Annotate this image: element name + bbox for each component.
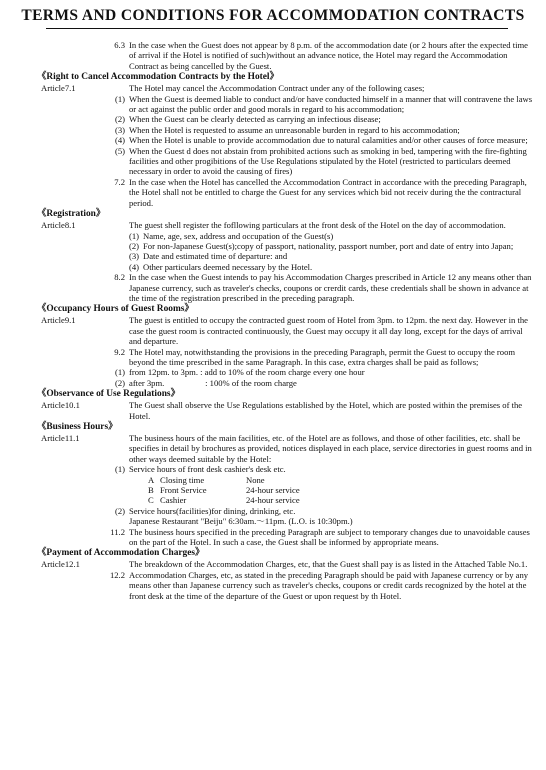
list-item xyxy=(37,464,534,474)
item-text: Name, age, sex, address and occupation of the Guest(s) xyxy=(143,230,334,241)
clause-11-1 xyxy=(37,433,534,464)
list-item xyxy=(37,506,534,516)
clause-9-2 xyxy=(37,347,534,368)
clause-text: The guest is entitled to occupy the contracted guest room of Hotel from 3pm. to 12pm. the next day. However in the case the guest room is contracted continuously, the Guest may occupy it all day long, except for the days of arrival and departure. xyxy=(129,315,528,347)
hours-key: B xyxy=(148,485,154,496)
clause-11-2 xyxy=(37,527,534,548)
clause-8-2 xyxy=(37,272,534,303)
clause-text: The Hotel may cancel the Accommodation Contract under any of the following cases; xyxy=(129,83,425,94)
item-text: Service hours(facilities)for dining, drinking, etc. xyxy=(129,505,296,516)
clause-number: 6.3 xyxy=(114,40,125,50)
list-item xyxy=(37,231,534,241)
clause-text: In the case when the Hotel has cancelled the Accommodation Contract in accordance with the preceding Paragraph, the Hotel shall not be entitled to charge the Guest for any services which bid not receiv during the the contractural period. xyxy=(129,176,527,208)
hours-row xyxy=(37,495,534,505)
hours-value: None xyxy=(246,474,265,485)
clause-9-1 xyxy=(37,315,534,346)
document-body xyxy=(37,40,534,601)
item-text: Date and estimated time of departure: and xyxy=(143,251,288,262)
clause-number: 9.2 xyxy=(114,346,125,357)
item-text: Service hours of front desk cashier's desk etc. xyxy=(129,464,286,475)
heading-occupancy-hours: 《Occupancy Hours of Guest Rooms》 xyxy=(37,304,194,315)
heading-business-hours: 《Business Hours》 xyxy=(37,422,118,432)
article-label: Article8.1 xyxy=(41,220,76,231)
clause-number: 12.2 xyxy=(109,569,125,580)
list-item xyxy=(37,367,534,377)
clause-6-3 xyxy=(37,40,534,71)
item-text: When the Hotel is requested to assume an unreasonable burden in regard to his accommodation; xyxy=(129,124,460,135)
clause-number: 8.2 xyxy=(114,272,125,283)
list-item xyxy=(37,262,534,272)
clause-text: The business hours specified in the preceding Paragraph are subject to temporary changes due to unavoidable causes on the part of the Hotel. In such a case, the Guest shall be informed by appropriate means. xyxy=(129,526,530,548)
item-text: When the Guest d does not abstain from prohibited actions such as smoking in bed, tampering with the fire-fighting facilities and other progibitions of the Use Regulations stipulated by the Hotel (restricted to particulars deemed necessary in order to avoid the causing of fires) xyxy=(129,145,527,177)
list-item xyxy=(37,114,534,124)
hours-row xyxy=(37,475,534,485)
list-item xyxy=(37,94,534,115)
clause-7-2 xyxy=(37,177,534,208)
clause-10-1 xyxy=(37,400,534,421)
clause-text: The Hotel may, notwithstanding the provisions in the preceding Paragraph, permit the Guest to occupy the room beyond the time prescribed in the same Paragraph. In this case, extra charges shall be paid as follows; xyxy=(129,346,516,367)
article-label: Article7.1 xyxy=(41,83,76,94)
clause-12-1 xyxy=(37,559,534,569)
article-label: Article12.1 xyxy=(41,559,80,570)
clause-text: The Guest shall observe the Use Regulations established by the Hotel, which are posted within the premises of the Hotel. xyxy=(129,400,523,421)
item-text: after 3pm. : 100% of the room charge xyxy=(129,377,297,388)
article-label: Article9.1 xyxy=(41,315,76,326)
item-text: Other particulars deemed necessary by the Hotel. xyxy=(143,261,313,272)
clause-text: In the case when the Guest intends to pay his Accommodation Charges prescribed in Article 12 any means other than Japanese currency, such as traveler's checks, coupons or crerdit cards, these credentials shall be shown in advance at the time of the registration prescribed in the preceding paragraph. xyxy=(129,272,532,303)
item-number: (4) xyxy=(114,135,125,146)
clause-7-1 xyxy=(37,83,534,93)
list-item xyxy=(37,378,534,388)
registration-list xyxy=(37,231,534,273)
list-item xyxy=(37,125,534,135)
item-number: (2) xyxy=(128,240,139,251)
front-desk-hours-table xyxy=(37,475,534,506)
hours-value: 24-hour service xyxy=(246,495,300,506)
document-title: TERMS AND CONDITIONS FOR ACCOMMODATION CONTRACTS xyxy=(21,7,525,24)
hours-key: A xyxy=(148,474,155,485)
list-item xyxy=(37,241,534,251)
heading-registration: 《Registration》 xyxy=(37,209,106,220)
hours-label: Front Service xyxy=(160,485,207,496)
clause-number: 11.2 xyxy=(110,526,125,537)
title-underline xyxy=(46,28,508,29)
clause-text: In the case when the Guest does not appear by 8 p.m. of the accommodation date (or 2 hours after the expected time of arrival if the Hotel is notified of such)without an advance notice, the Hotel may regard the Accommodation Contract as being cancelled by the Guest. xyxy=(129,40,528,71)
item-text: from 12pm. to 3pm. : add to 10% of the room charge every one hour xyxy=(129,367,365,378)
restaurant-hours: Japanese Restaurant "Beiju" 6:30am.～11pm. (L.O. is 10:30pm.) xyxy=(129,516,353,527)
heading-payment: 《Payment of Accommodation Charges》 xyxy=(37,548,205,559)
item-number: (1) xyxy=(128,230,139,241)
clause-text: The business hours of the main facilities, etc. of the Hotel are as follows, and those of other facilities, etc. shall be specifies in detail by brochures as provided, notices displayed in each place, service directories in guest rooms and in other ways deemed suitable by the Hotel: xyxy=(129,433,532,464)
item-text: For non-Japanese Guest(s);copy of passport, nationality, passport number, port and date of entry into Japan; xyxy=(143,240,514,251)
clause-8-1 xyxy=(37,220,534,230)
item-text: When the Hotel is unable to provide accommodation due to natural calamities and/or other causes of force measure; xyxy=(129,135,528,146)
heading-right-to-cancel: 《Right to Cancel Accommodation Contracts by the Hotel》 xyxy=(37,72,279,83)
item-text: When the Guest can be clearly detected as carrying an infectious disease; xyxy=(129,114,381,125)
article-label: Article10.1 xyxy=(41,400,80,411)
item-number: (3) xyxy=(128,251,139,262)
hours-row xyxy=(37,485,534,495)
clause-12-2 xyxy=(37,570,534,601)
hours-value: 24-hour service xyxy=(246,485,300,496)
heading-use-regulations: 《Observance of Use Regulations》 xyxy=(37,389,180,400)
hours-label: Cashier xyxy=(160,495,187,506)
item-number: (4) xyxy=(128,261,139,272)
article-label: Article11.1 xyxy=(41,433,80,443)
cancel-cases-list xyxy=(37,94,534,177)
clause-number: 7.2 xyxy=(114,176,125,187)
list-item xyxy=(37,251,534,261)
item-number: (3) xyxy=(114,124,125,135)
list-item xyxy=(37,146,534,177)
item-number: (1) xyxy=(114,93,125,104)
clause-text: The breakdown of the Accommodation Charges, etc, that the Guest shall pay is as listed in the Attached Table No.1. xyxy=(129,559,528,570)
item-number: (5) xyxy=(114,145,125,156)
clause-text: Accommodation Charges, etc, as stated in the preceding Paragraph should be paid with Japanese currency or by any means other than Japanese currency such as traveler's checks, coupons or credit cards recognized by the hotel at the front desk at the time of the departure of the Guest or upon request by th Hotel. xyxy=(129,569,529,601)
item-text: When the Guest is deemed liable to conduct and/or have conducted himself in a manner that will contravene the laws or act against the public order and good morals in regard to his accommodation; xyxy=(129,93,533,115)
item-number: (2) xyxy=(114,505,125,516)
item-number: (2) xyxy=(114,377,125,388)
extra-charges-list xyxy=(37,367,534,388)
clause-text: The guest shell register the fofllowing particulars at the front desk of the Hotel on the day of accommodation. xyxy=(129,220,506,231)
list-item xyxy=(37,135,534,145)
item-number: (2) xyxy=(114,114,125,125)
hours-label: Closing time xyxy=(160,474,205,485)
hours-key: C xyxy=(148,495,154,506)
item-number: (1) xyxy=(114,464,125,475)
item-number: (1) xyxy=(114,367,125,378)
